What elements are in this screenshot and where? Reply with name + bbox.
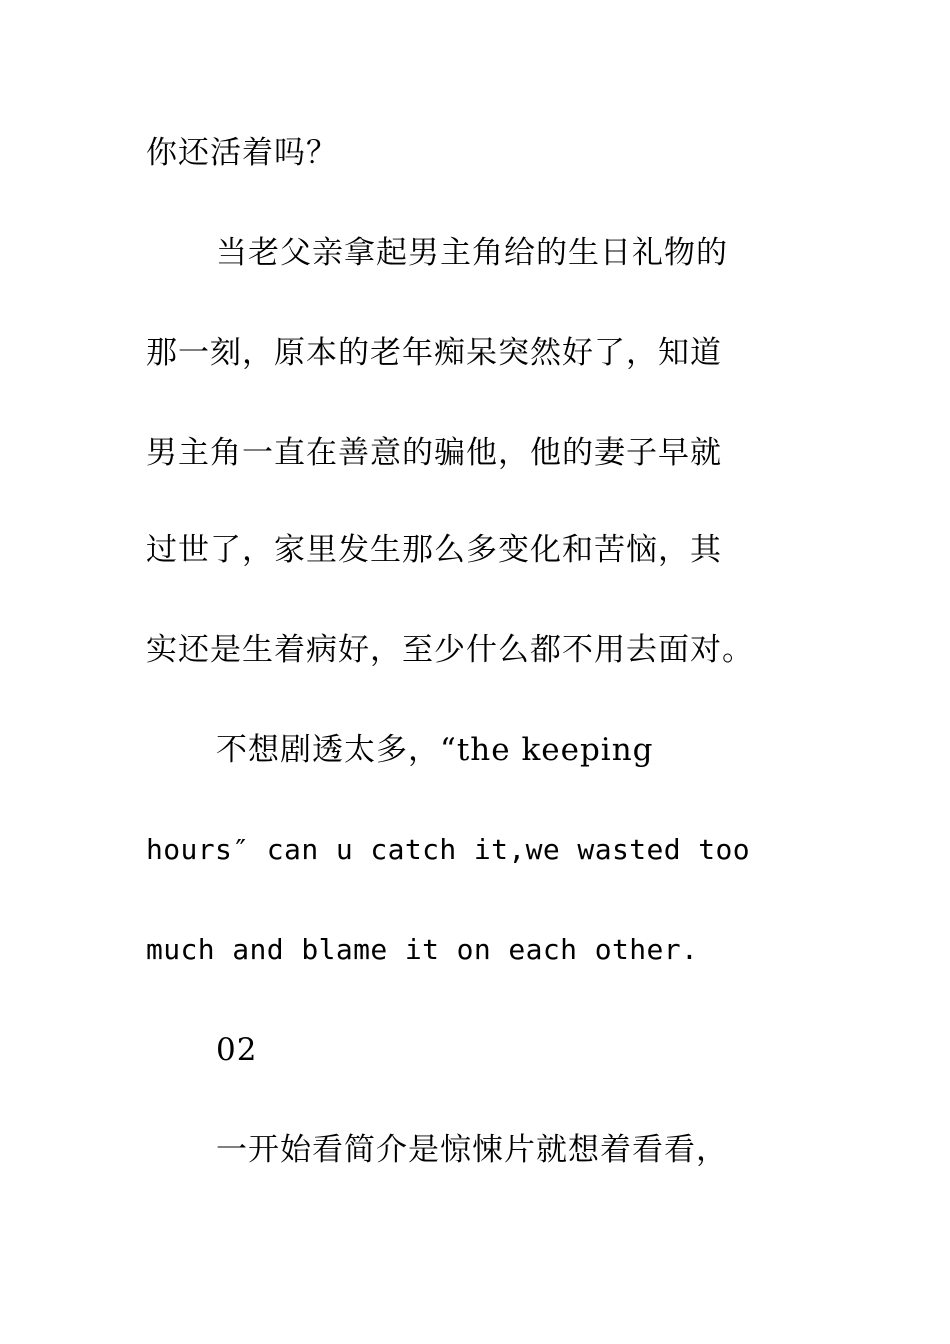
paragraph-start: 一开始看简介是惊悚片就想着看看， bbox=[216, 1132, 728, 1168]
text-line: 你还活着吗？ bbox=[146, 135, 338, 171]
paragraph-start: 不想剧透太多，“the keeping bbox=[216, 732, 654, 768]
text-line: 男主角一直在善意的骗他，他的妻子早就 bbox=[146, 435, 722, 471]
text-line: 实还是生着病好，至少什么都不用去面对。 bbox=[146, 632, 754, 668]
text-line: 过世了，家里发生那么多变化和苦恼，其 bbox=[146, 532, 722, 568]
text-line: much and blame it on each other. bbox=[146, 933, 699, 966]
section-number: 02 bbox=[216, 1032, 258, 1068]
paragraph-start: 当老父亲拿起男主角给的生日礼物的 bbox=[216, 235, 728, 271]
text-line: hours″ can u catch it,we wasted too bbox=[146, 833, 751, 866]
text-line: 那一刻，原本的老年痴呆突然好了，知道 bbox=[146, 335, 722, 371]
